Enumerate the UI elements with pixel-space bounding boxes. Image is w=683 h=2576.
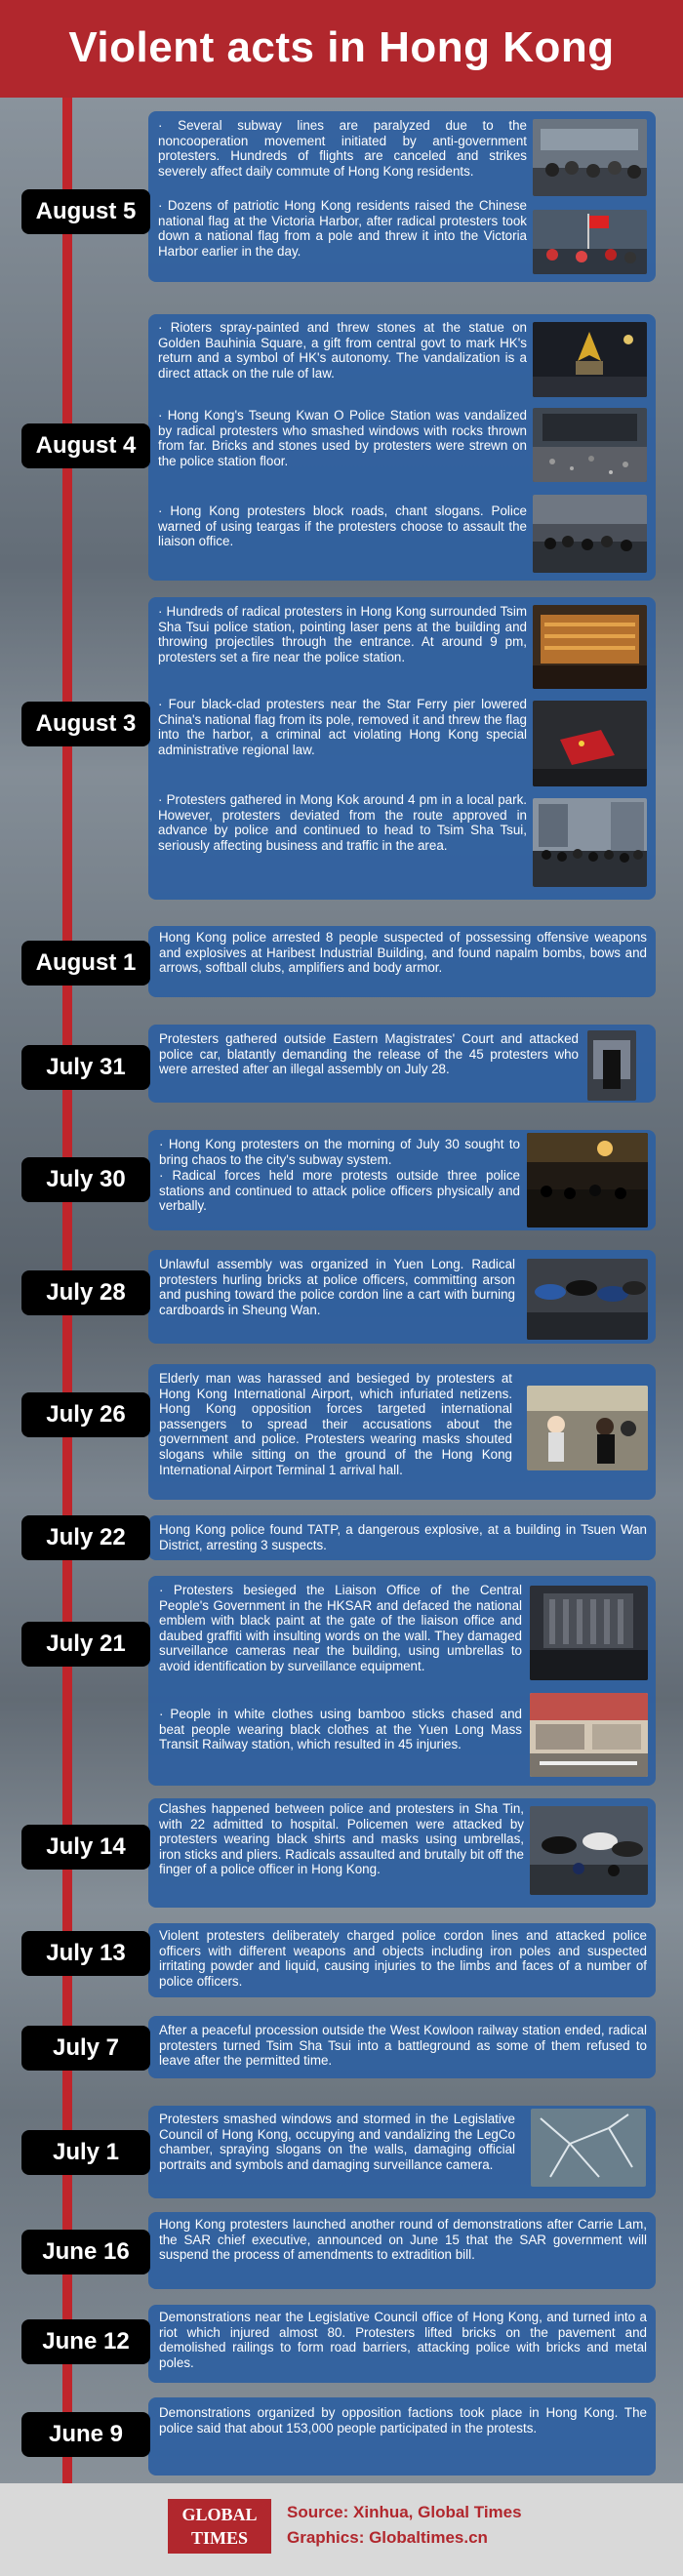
photo-mong-kok-march — [533, 798, 647, 887]
photo-flag-on-ground — [533, 701, 647, 786]
photo-subway-crowd — [533, 119, 647, 196]
date-label-june-12: June 12 — [21, 2319, 150, 2364]
date-label-july-21: July 21 — [21, 1622, 150, 1667]
date-label-july-1: July 1 — [21, 2130, 150, 2175]
date-label-august-5: August 5 — [21, 189, 150, 234]
event-text: · Hong Kong protesters on the morning of July 30 sought to bring chaos to the city's subway system. — [159, 1137, 520, 1167]
date-label-august-4: August 4 — [21, 423, 150, 468]
date-label-july-26: July 26 — [21, 1392, 150, 1437]
date-label-july-31: July 31 — [21, 1045, 150, 1090]
photo-police-station — [533, 408, 647, 482]
page-title: Violent acts in Hong Kong — [68, 23, 615, 71]
event-text: · Hong Kong protesters block roads, chant slogans. Police warned of using teargas if the protesters choose to assault the liaison office. — [158, 503, 527, 549]
event-text: Protesters gathered outside Eastern Magistrates' Court and attacked police car, blatantly demanding the release of the 45 protesters who were arrested after an illegal assembly on July 28. — [159, 1031, 579, 1077]
event-text: Demonstrations near the Legislative Council office of Hong Kong, and turned into a riot which injured almost 80. Protesters lifted bricks on the pavement and demolished railings to form road barriers, attacking police with bricks and metal poles. — [159, 2310, 647, 2370]
event-text: Elderly man was harassed and besieged by protesters at Hong Kong International Airport, which infuriated netizens. Hong Kong opposition forces targeted international passengers to spread their accusations about the government and police. Protesters wearing masks shouted slogans while sitting on the ground of the Hong Kong International Airport Terminal 1 arrival hall. — [159, 1371, 512, 1477]
date-label-june-9: June 9 — [21, 2412, 150, 2457]
photo-road-block — [533, 495, 647, 573]
event-text: · Hong Kong's Tseung Kwan O Police Station was vandalized by radical protesters who smashed windows with rocks thrown from far. Bricks and stones used by protesters were strewn on the police station floor. — [158, 408, 527, 468]
event-text: Hong Kong protesters launched another round of demonstrations after Carrie Lam, the SAR chief executive, announced on June 15 that the SAR government will suspend the process of amendments to extradition bill. — [159, 2217, 647, 2263]
event-text: Violent protesters deliberately charged police cordon lines and attacked police officers with different weapons and objects including iron poles and suspected irritating powder and liquid, causing injuries to the limbs and faces of a number of police officers. — [159, 1928, 647, 1989]
event-text: · Dozens of patriotic Hong Kong residents raised the Chinese national flag at the Victoria Harbor, after radical protesters took down a national flag from a pole and threw it into the Victoria Harbor earlier in the day. — [158, 198, 527, 259]
date-label-july-14: July 14 — [21, 1825, 150, 1870]
photo-legco-glass — [531, 2109, 646, 2187]
event-text: · Four black-clad protesters near the Star Ferry pier lowered China's national flag from its pole, removed it and threw the flag into the harbor, a criminal act violating Hong Kong special administrative regional law. — [158, 697, 527, 757]
photo-sha-tin-clash — [530, 1806, 648, 1895]
event-text: · Protesters gathered in Mong Kok around 4 pm in a local park. However, protesters deviated from the route approved in advance by police and continued to head to Tsim Sha Tsui, seriously affecting business and traffic in the area. — [158, 792, 527, 853]
event-text: · Several subway lines are paralyzed due to the noncooperation movement initiated by anti-government protesters. Hundreds of flights are canceled and strikes severely affect daily commute of Hong Kong residents. — [158, 118, 527, 179]
photo-liaison-office — [530, 1586, 648, 1680]
photo-yuen-long-umbrellas — [527, 1259, 648, 1340]
footer-graphics: Graphics: Globaltimes.cn — [287, 2528, 488, 2547]
date-label-july-13: July 13 — [21, 1931, 150, 1976]
event-text: Hong Kong police found TATP, a dangerous explosive, at a building in Tsuen Wan District, arresting 3 suspects. — [159, 1522, 647, 1552]
date-label-august-1: August 1 — [21, 941, 150, 986]
photo-airport-protest — [527, 1386, 648, 1470]
date-label-august-3: August 3 — [21, 702, 150, 746]
event-text: · Rioters spray-painted and threw stones at the statue on Golden Bauhinia Square, a gift from central govt to mark HK's return and a symbol of HK's autonomy. The vandalization is a direct attack on the rule of law. — [158, 320, 527, 381]
photo-court-protest — [587, 1030, 636, 1101]
footer-source: Source: Xinhua, Global Times — [287, 2503, 522, 2521]
date-label-july-28: July 28 — [21, 1270, 150, 1315]
date-label-june-16: June 16 — [21, 2230, 150, 2274]
photo-golden-bauhinia — [533, 322, 647, 397]
date-label-july-30: July 30 — [21, 1157, 150, 1202]
header-banner — [0, 0, 683, 98]
date-label-july-22: July 22 — [21, 1515, 150, 1560]
event-text: Protesters smashed windows and stormed in the Legislative Council of Hong Kong, occupying and vandalizing the LegCo chamber, spraying slogans on the walls, damaging official portraits and symbols and damaging surveillance camera. — [159, 2112, 515, 2172]
event-text: Hong Kong police arrested 8 people suspected of possessing offensive weapons and explosives at Haribest Industrial Building, and found napalm bombs, bows and arrows, softball clubs, amplifiers and body armor. — [159, 930, 647, 976]
global-times-logo: GLOBAL TIMES — [168, 2499, 271, 2554]
event-text: Unlawful assembly was organized in Yuen Long. Radical protesters hurling bricks at police officers, committing arson and pushing toward the police cordon line a cart with burning cardboards in Sheung Wan. — [159, 1257, 515, 1317]
event-text: · Radical forces held more protests outside three police stations and continued to attack police officers physically and verbally. — [159, 1168, 520, 1214]
event-text: · People in white clothes using bamboo sticks chased and beat people wearing black clothes at the Yuen Long Mass Transit Railway station, which resulted in 45 injuries. — [159, 1707, 522, 1752]
event-text: Clashes happened between police and protesters in Sha Tin, with 22 admitted to hospital. Policemen were attacked by protesters wearing black shirts and masks using umbrellas, iron sticks and pliers. Radicals assaulted and brutally bit off the finger of a police officer in Hong Kong. — [159, 1801, 524, 1877]
event-text: After a peaceful procession outside the West Kowloon railway station ended, radical protesters turned Tsim Sha Tsui into a battleground as some of them refused to leave after the permitted time. — [159, 2023, 647, 2069]
date-label-july-7: July 7 — [21, 2026, 150, 2071]
photo-subway-chaos — [527, 1133, 648, 1228]
event-text: · Protesters besieged the Liaison Office of the Central People's Government in the HKSAR and defaced the national emblem with black paint at the gate of the liaison office and daubed graffiti with insulting words on the wall. They damaged surveillance cameras near the building, using umbrellas to avoid identification by surveillance equipment. — [159, 1583, 522, 1673]
event-text: Demonstrations organized by opposition factions took place in Hong Kong. The police said that about 153,000 people participated in the protests. — [159, 2405, 647, 2435]
event-text: · Hundreds of radical protesters in Hong Kong surrounded Tsim Sha Tsui police station, pointing laser pens at the building and throwing projectiles through the entrance. At around 9 pm, protesters set a fire near the police station. — [158, 604, 527, 664]
photo-flag-raising — [533, 210, 647, 274]
photo-tsim-sha-tsui-station — [533, 605, 647, 689]
photo-yuen-long-station — [530, 1693, 648, 1777]
